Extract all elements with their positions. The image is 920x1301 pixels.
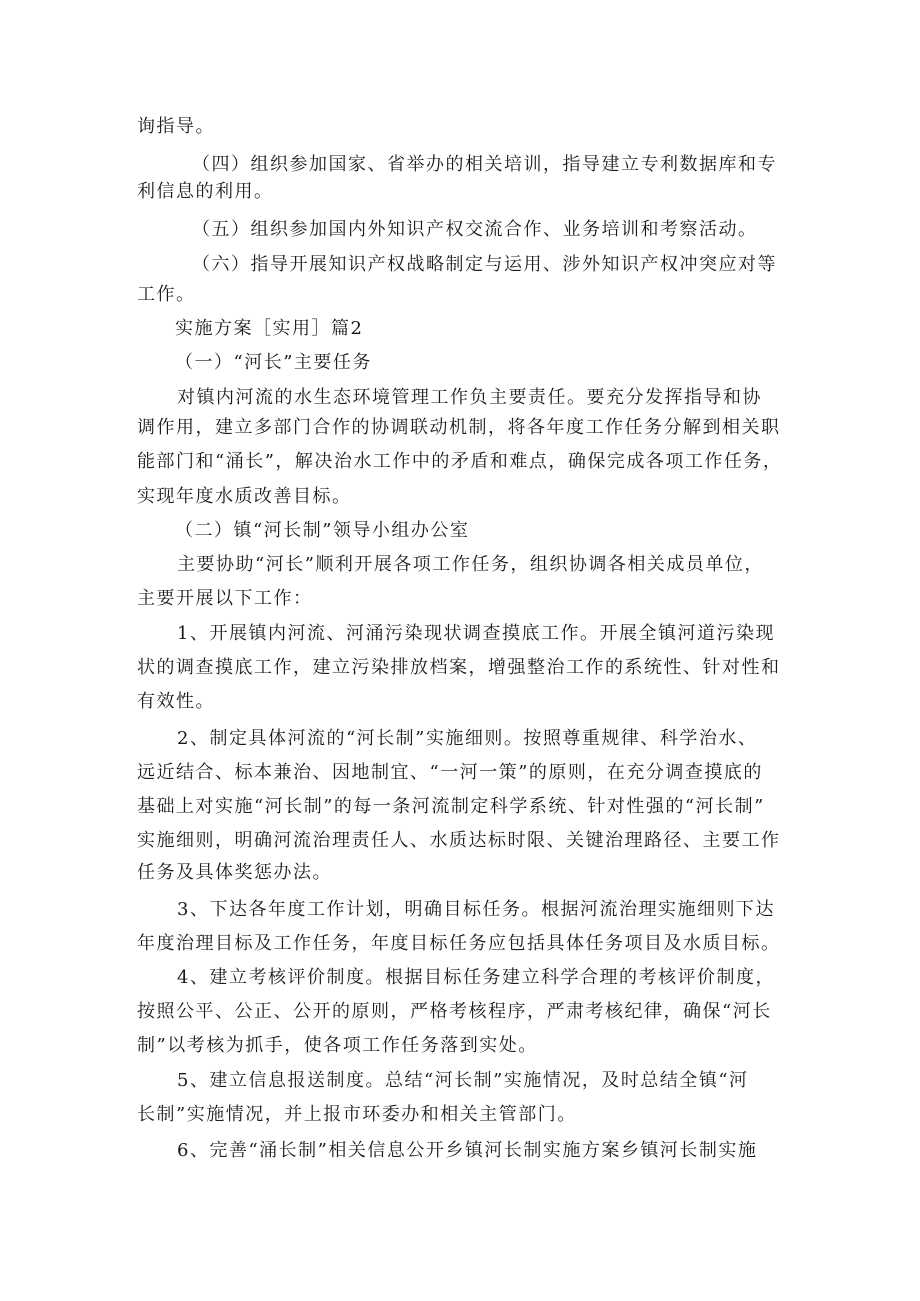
text-line: 工作。: [137, 284, 196, 305]
text-line: 任务及具体奖惩办法。: [137, 862, 332, 883]
subheading: （一）“河长”主要任务: [175, 352, 372, 373]
text-line: （五）组织参加国内外知识产权交流合作、业务培训和考察活动。: [192, 219, 758, 240]
text-line: 主要开展以下工作：: [137, 588, 313, 609]
text-line: （四）组织参加国家、省举办的相关培训，指导建立专利数据库和专: [192, 154, 777, 175]
text-line: 按照公平、公正、公开的原则，严格考核程序，严肃考核纪律，确保“河长: [137, 1001, 772, 1022]
text-line: 状的调查摸底工作，建立污染排放档案，增强整治工作的系统性、针对性和: [137, 657, 781, 678]
text-line: 3、下达各年度工作计划，明确目标任务。根据河流治理实施细则下达: [177, 899, 775, 920]
section-heading: 实施方案［实用］篇2: [175, 318, 364, 339]
text-line: 有效性。: [137, 691, 215, 712]
subheading: （二）镇“河长制”领导小组办公室: [175, 520, 470, 541]
text-line: 询指导。: [137, 116, 215, 137]
text-line: （六）指导开展知识产权战略制定与运用、涉外知识产权冲突应对等: [192, 254, 777, 275]
text-line: 基础上对实施“河长制”的每一条河流制定科学系统、针对性强的“河长制”: [137, 796, 765, 817]
text-line: 主要协助“河长”顺利开展各项工作任务，组织协调各相关成员单位，: [177, 554, 764, 575]
text-line: 6、完善“涌长制”相关信息公开乡镇河长制实施方案乡镇河长制实施: [177, 1140, 758, 1161]
text-line: 对镇内河流的水生态环境管理工作负主要责任。要充分发挥指导和协: [177, 387, 762, 408]
text-line: 调作用，建立多部门合作的协调联动机制，将各年度工作任务分解到相关职: [137, 417, 781, 438]
text-line: 5、建立信息报送制度。总结“河长制”实施情况，及时总结全镇“河: [177, 1070, 749, 1091]
text-line: 2、制定具体河流的“河长制”实施细则。按照尊重规律、科学治水、: [177, 728, 758, 749]
text-line: 远近结合、标本兼治、因地制宜、“一河一策”的原则，在充分调查摸底的: [137, 762, 763, 783]
text-line: 制”以考核为抓手，使各项工作任务落到实处。: [137, 1035, 538, 1056]
text-line: 4、建立考核评价制度。根据目标任务建立科学合理的考核评价制度，: [177, 967, 775, 988]
text-line: 实现年度水质改善目标。: [137, 486, 352, 507]
text-line: 利信息的利用。: [137, 181, 274, 202]
text-line: 1、开展镇内河流、河涌污染现状调查摸底工作。开展全镇河道污染现: [177, 623, 775, 644]
text-line: 年度治理目标及工作任务，年度目标任务应包括具体任务项目及水质目标。: [137, 933, 781, 954]
text-line: 长制”实施情况，并上报市环委办和相关主管部门。: [137, 1104, 577, 1125]
text-line: 能部门和“涌长”，解决治水工作中的矛盾和难点，确保完成各项工作任务，: [137, 451, 783, 472]
text-line: 实施细则，明确河流治理责任人、水质达标时限、关键治理路径、主要工作: [137, 830, 781, 851]
